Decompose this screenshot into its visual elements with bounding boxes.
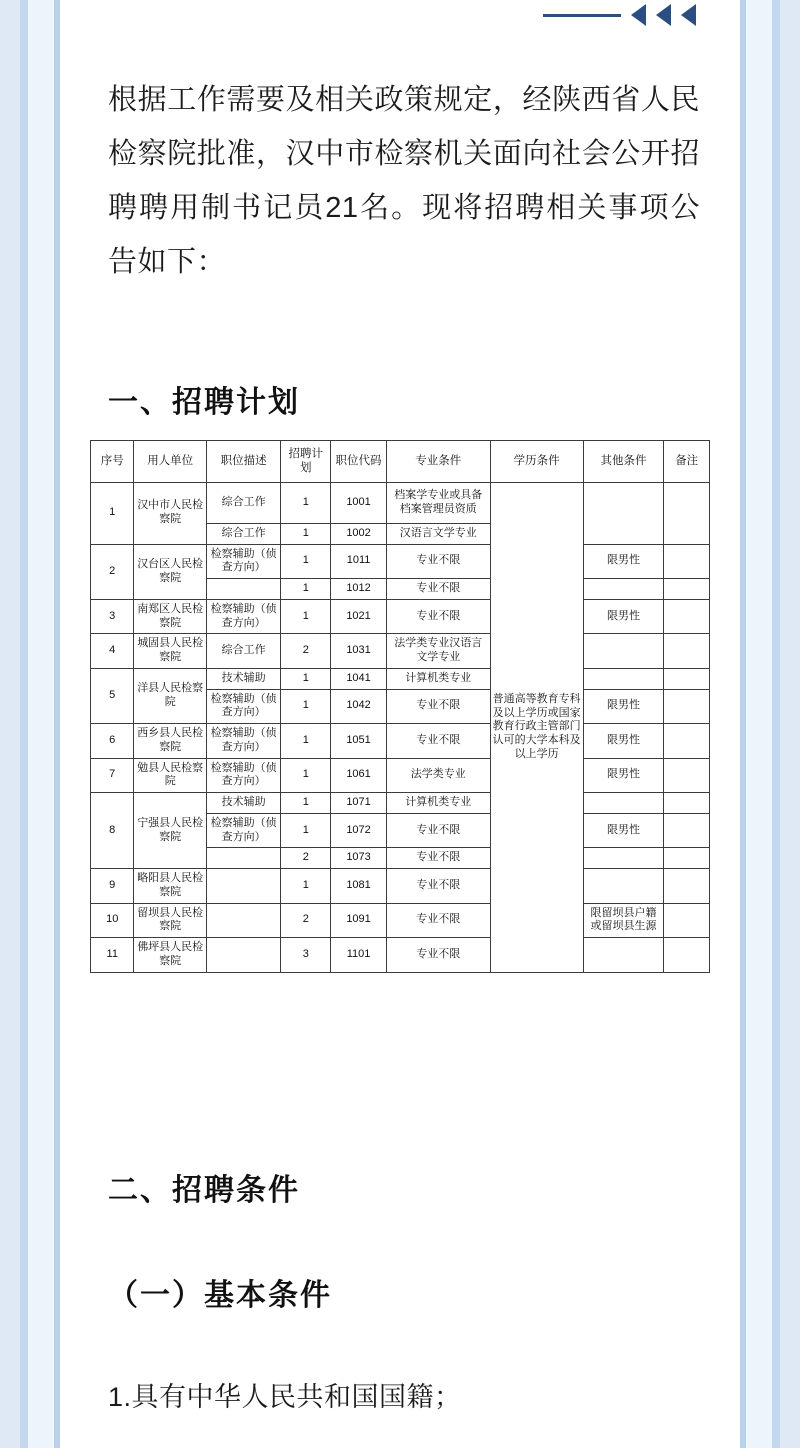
- cell-major: 法学类专业: [387, 758, 491, 793]
- cell-code: 1061: [331, 758, 387, 793]
- cell-seq: 10: [91, 903, 134, 938]
- cell-note: [664, 938, 710, 973]
- cell-code: 1091: [331, 903, 387, 938]
- rail-band: [780, 0, 800, 1448]
- cell-plan: 2: [281, 848, 331, 869]
- cell-plan: 3: [281, 938, 331, 973]
- col-header-edu: 学历条件: [490, 441, 583, 483]
- left-triangle-icon: [631, 4, 646, 26]
- cell-other: [583, 793, 664, 814]
- cell-plan: 2: [281, 903, 331, 938]
- cell-note: [664, 689, 710, 724]
- cell-plan: 1: [281, 482, 331, 523]
- cell-code: 1001: [331, 482, 387, 523]
- cell-plan: 1: [281, 544, 331, 579]
- cell-unit: 南郑区人民检察院: [134, 599, 206, 634]
- cell-note: [664, 813, 710, 848]
- cell-major: 专业不限: [387, 689, 491, 724]
- cell-other: [583, 482, 664, 544]
- col-header-seq: 序号: [91, 441, 134, 483]
- cell-desc: 检察辅助（侦查方向）: [206, 813, 281, 848]
- cell-other: [583, 938, 664, 973]
- col-header-plan: 招聘计划: [281, 441, 331, 483]
- cell-note: [664, 724, 710, 759]
- cell-other: 限男性: [583, 689, 664, 724]
- cell-other: [583, 579, 664, 600]
- cell-code: 1073: [331, 848, 387, 869]
- rail-band: [0, 0, 20, 1448]
- table-row: [91, 758, 710, 793]
- cell-desc: [206, 903, 281, 938]
- table-row: [91, 869, 710, 904]
- cell-plan: 1: [281, 724, 331, 759]
- table-row: [91, 599, 710, 634]
- table-row: [91, 938, 710, 973]
- col-header-note: 备注: [664, 441, 710, 483]
- left-triangle-icon: [681, 4, 696, 26]
- cell-note: [664, 903, 710, 938]
- cell-plan: 1: [281, 793, 331, 814]
- cell-note: [664, 544, 710, 579]
- cell-major: 计算机类专业: [387, 793, 491, 814]
- cell-desc: [206, 848, 281, 869]
- subsection-heading-basic-conditions: （一）基本条件: [108, 1279, 332, 1312]
- cell-major: 档案学专业或具备档案管理员资质: [387, 482, 491, 523]
- cell-code: 1081: [331, 869, 387, 904]
- cell-desc: 综合工作: [206, 634, 281, 669]
- cell-major: 专业不限: [387, 813, 491, 848]
- cell-desc: [206, 869, 281, 904]
- cell-major: 专业不限: [387, 579, 491, 600]
- section-heading-recruitment-conditions: 二、招聘条件: [108, 1173, 300, 1207]
- cell-unit: 城固县人民检察院: [134, 634, 206, 669]
- col-header-major: 专业条件: [387, 441, 491, 483]
- cell-code: 1101: [331, 938, 387, 973]
- cell-seq: 5: [91, 668, 134, 723]
- cell-desc: 检察辅助（侦查方向）: [206, 599, 281, 634]
- cell-code: 1031: [331, 634, 387, 669]
- cell-plan: 1: [281, 689, 331, 724]
- cell-major: 计算机类专业: [387, 668, 491, 689]
- cell-plan: 1: [281, 579, 331, 600]
- left-triangle-icon: [656, 4, 671, 26]
- cell-desc: 检察辅助（侦查方向）: [206, 544, 281, 579]
- cell-note: [664, 579, 710, 600]
- cell-seq: 7: [91, 758, 134, 793]
- cell-unit: 汉台区人民检察院: [134, 544, 206, 599]
- cell-code: 1042: [331, 689, 387, 724]
- clause-nationality: 1.具有中华人民共和国国籍；: [108, 1382, 462, 1412]
- cell-plan: 2: [281, 634, 331, 669]
- col-header-unit: 用人单位: [134, 441, 206, 483]
- cell-major: 专业不限: [387, 724, 491, 759]
- cell-major: 专业不限: [387, 938, 491, 973]
- cell-note: [664, 599, 710, 634]
- recruitment-plan-table: [90, 440, 710, 973]
- cell-note: [664, 482, 710, 544]
- cell-other: [583, 848, 664, 869]
- cell-unit: 略阳县人民检察院: [134, 869, 206, 904]
- cell-desc: [206, 579, 281, 600]
- cell-seq: 3: [91, 599, 134, 634]
- cell-other: [583, 668, 664, 689]
- cell-major: 专业不限: [387, 869, 491, 904]
- cell-desc: 综合工作: [206, 482, 281, 523]
- cell-unit: 洋县人民检察院: [134, 668, 206, 723]
- cell-plan: 1: [281, 523, 331, 544]
- cell-other: 限男性: [583, 758, 664, 793]
- cell-note: [664, 668, 710, 689]
- cell-unit: 汉中市人民检察院: [134, 482, 206, 544]
- cell-unit: 佛坪县人民检察院: [134, 938, 206, 973]
- table-row: [91, 482, 710, 523]
- intro-paragraph: 根据工作需要及相关政策规定，经陕西省人民检察院批准，汉中市检察机关面向社会公开招聘聘用制书记员21名。现将招聘相关事项公告如下：: [108, 84, 700, 278]
- cell-seq: 2: [91, 544, 134, 599]
- cell-unit: 宁强县人民检察院: [134, 793, 206, 869]
- cell-seq: 4: [91, 634, 134, 669]
- cell-code: 1071: [331, 793, 387, 814]
- cell-seq: 9: [91, 869, 134, 904]
- cell-major: 汉语言文学专业: [387, 523, 491, 544]
- cell-major: 专业不限: [387, 599, 491, 634]
- rail-band: [772, 0, 780, 1448]
- cell-plan: 1: [281, 758, 331, 793]
- cell-code: 1002: [331, 523, 387, 544]
- cell-plan: 1: [281, 599, 331, 634]
- table-row: [91, 724, 710, 759]
- rail-band: [740, 0, 746, 1448]
- table-row: [91, 544, 710, 579]
- cell-desc: 综合工作: [206, 523, 281, 544]
- cell-other: 限男性: [583, 724, 664, 759]
- rail-band: [20, 0, 28, 1448]
- cell-unit: 留坝县人民检察院: [134, 903, 206, 938]
- cell-code: 1041: [331, 668, 387, 689]
- cell-code: 1051: [331, 724, 387, 759]
- cell-plan: 1: [281, 668, 331, 689]
- rail-band: [60, 0, 90, 1448]
- cell-seq: 11: [91, 938, 134, 973]
- cell-major: 专业不限: [387, 903, 491, 938]
- table-row: [91, 634, 710, 669]
- cell-other: 限男性: [583, 813, 664, 848]
- cell-other: 限男性: [583, 544, 664, 579]
- recruitment-plan-table-wrap: [90, 440, 710, 973]
- cell-other: 限男性: [583, 599, 664, 634]
- table-row: [91, 668, 710, 689]
- col-header-code: 职位代码: [331, 441, 387, 483]
- col-header-desc: 职位描述: [206, 441, 281, 483]
- rail-band: [28, 0, 54, 1448]
- cell-desc: [206, 938, 281, 973]
- cell-unit: 西乡县人民检察院: [134, 724, 206, 759]
- cell-plan: 1: [281, 813, 331, 848]
- cell-education: 普通高等教育专科及以上学历或国家教育行政主管部门认可的大学本科及以上学历: [490, 482, 583, 972]
- cell-desc: 技术辅助: [206, 668, 281, 689]
- rail-band: [746, 0, 772, 1448]
- cell-plan: 1: [281, 869, 331, 904]
- cell-seq: 6: [91, 724, 134, 759]
- cell-note: [664, 758, 710, 793]
- header-decoration: [543, 4, 696, 26]
- left-decorative-rail: [0, 0, 90, 1448]
- cell-seq: 8: [91, 793, 134, 869]
- cell-desc: 技术辅助: [206, 793, 281, 814]
- cell-code: 1012: [331, 579, 387, 600]
- table-row: [91, 793, 710, 814]
- cell-desc: 检察辅助（侦查方向）: [206, 689, 281, 724]
- document-page: [90, 0, 710, 1448]
- col-header-other: 其他条件: [583, 441, 664, 483]
- cell-seq: 1: [91, 482, 134, 544]
- cell-major: 法学类专业汉语言文学专业: [387, 634, 491, 669]
- cell-code: 1021: [331, 599, 387, 634]
- rail-band: [710, 0, 740, 1448]
- right-decorative-rail: [710, 0, 800, 1448]
- cell-code: 1072: [331, 813, 387, 848]
- table-header-row: [91, 441, 710, 483]
- cell-other: [583, 634, 664, 669]
- cell-other: [583, 869, 664, 904]
- cell-major: 专业不限: [387, 544, 491, 579]
- table-row: [91, 903, 710, 938]
- cell-note: [664, 793, 710, 814]
- cell-code: 1011: [331, 544, 387, 579]
- cell-unit: 勉县人民检察院: [134, 758, 206, 793]
- cell-note: [664, 848, 710, 869]
- section-heading-recruitment-plan: 一、招聘计划: [108, 385, 300, 419]
- cell-note: [664, 869, 710, 904]
- header-line: [543, 14, 621, 17]
- cell-other: 限留坝县户籍或留坝县生源: [583, 903, 664, 938]
- cell-major: 专业不限: [387, 848, 491, 869]
- cell-desc: 检察辅助（侦查方向）: [206, 758, 281, 793]
- cell-desc: 检察辅助（侦查方向）: [206, 724, 281, 759]
- cell-note: [664, 634, 710, 669]
